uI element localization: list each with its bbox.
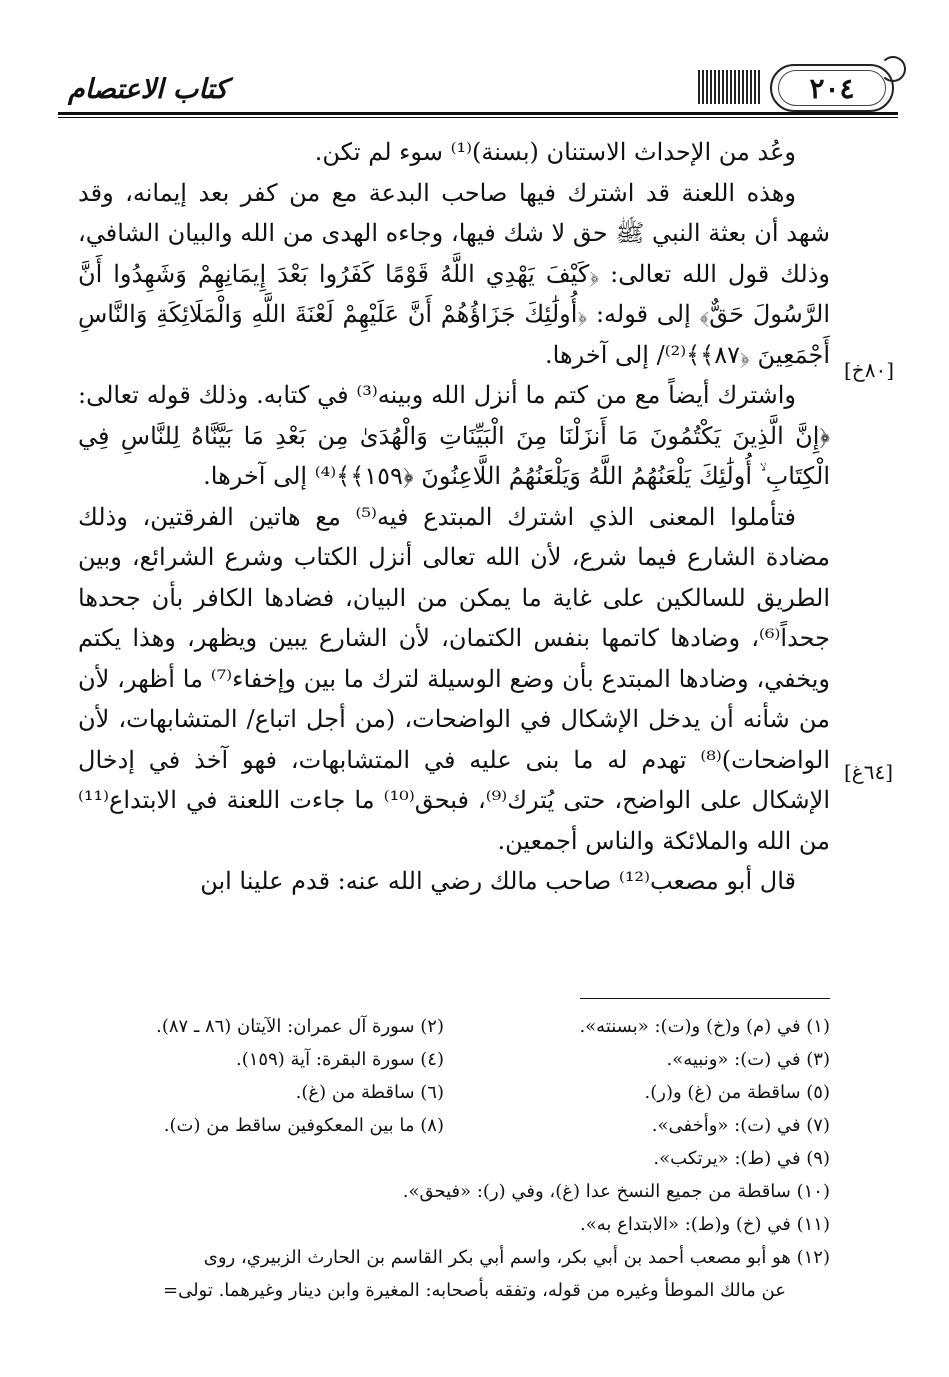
page-header: [58, 62, 898, 118]
footnote: (٧) في (ت): «وأخفى».: [651, 1115, 830, 1136]
margin-note-gh: [٦٤غ]: [844, 760, 894, 784]
footnote: (٥) ساقطة من (غ) و(ر).: [644, 1082, 830, 1103]
header-ornament-bars: [698, 70, 764, 104]
footnote: (٦) ساقطة من (غ).: [295, 1082, 444, 1103]
footnote: (٩) في (ط): «يرتكب».: [653, 1148, 830, 1169]
footnote-separator: [580, 998, 830, 999]
footnote: (١) في (م) و(خ) و(ت): «بسنته».: [579, 1016, 830, 1037]
paragraph: قال أبو مصعب⁽¹²⁾ صاحب مالك رضي الله عنه: قدم علينا ابن: [200, 867, 796, 895]
page-number: [770, 64, 894, 112]
paragraph: فتأملوا المعنى الذي اشترك المبتدع فيه⁽⁵⁾ مع هاتين الفرقتين، وذلك مضادة الشارع فيما شرع، لأن الله تعالى أنزل الكتاب وشرع الشرائع، وبين الطريق للسالكين على غاية ما يمكن من البيان، فضادها الكافر بأن جحدها جحداً⁽⁶⁾، وضادها كاتمها بنفس الكتمان، لأن الشارع يبين ويظهر، وهذا يكتم ويخفي، وضادها المبتدع بأن وضع الوسيلة لترك ما بين وإخفاء⁽⁷⁾ ما أظهر، لأن من شأنه أن يدخل الإشكال في الواضحات، (من أجل اتباع/ المتشابهات، لأن الواضحات)⁽⁸⁾ تهدم له ما بنى عليه في المتشابهات، فهو آخذ في إدخال الإشكال على الواضح، حتى يُترك⁽⁹⁾، فبحق⁽¹⁰⁾ ما جاءت اللعنة في الابتداع⁽¹¹⁾ من الله والملائكة والناس أجمعين.: [78, 502, 830, 855]
header-rule: [58, 112, 898, 115]
main-text: [78, 132, 830, 902]
book-title: كتاب الاعتصام: [68, 74, 228, 105]
footnotes: [78, 1010, 830, 1307]
margin-note-kh: [٨٠خ]: [844, 358, 895, 382]
footnote: (٢) سورة آل عمران: الآيتان (٨٦ ـ ٨٧).: [156, 1016, 444, 1037]
footnote: (١١) في (خ) و(ط): «الابتداع به».: [579, 1214, 830, 1235]
page-number-text: ٢٠٤: [809, 71, 855, 105]
footnote: (١٢) هو أبو مصعب أحمد بن أبي بكر، واسم أبي بكر القاسم بن الحارث الزبيري، روى: [203, 1247, 830, 1268]
footnote: (٤) سورة البقرة: آية (١٥٩).: [235, 1049, 444, 1070]
footnote: (٣) في (ت): «ونبيه».: [666, 1049, 830, 1070]
footnote: (٨) ما بين المعكوفين ساقط من (ت).: [163, 1115, 444, 1136]
paragraph: وعُد من الإحداث الاستنان (بسنة)⁽¹⁾ سوء لم تكن.: [314, 138, 796, 166]
header-rule-thin: [58, 117, 898, 118]
footnote: (١٠) ساقطة من جميع النسخ عدا (غ)، وفي (ر): «فيحق».: [402, 1181, 830, 1202]
footnote-grid: [78, 1010, 830, 1142]
paragraph: وهذه اللعنة قد اشترك فيها صاحب البدعة مع من كفر بعد إيمانه، وقد شهد أن بعثة النبي ﷺ حق لا شك فيها، وجاءه الهدى من الله والبيان الشافي، وذلك قول الله تعالى: ﴿كَيْفَ يَهْدِي اللَّهُ قَوْمًا كَفَرُوا بَعْدَ إِيمَانِهِمْ وَشَهِدُوا أَنَّ الرَّسُولَ حَقٌّ﴾ إلى قوله: ﴿أُولَٰئِكَ جَزَاؤُهُمْ أَنَّ عَلَيْهِمْ لَعْنَةَ اللَّهِ وَالْمَلَائِكَةِ وَالنَّاسِ أَجْمَعِينَ ﴿٨٧﴾﴾⁽²⁾/ إلى آخرها.: [78, 178, 830, 369]
paragraph: واشترك أيضاً مع من كتم ما أنزل الله وبينه⁽³⁾ في كتابه. وذلك قوله تعالى: ﴿إِنَّ الَّذِينَ يَكْتُمُونَ مَا أَنزَلْنَا مِنَ الْبَيِّنَاتِ وَالْهُدَىٰ مِن بَعْدِ مَا بَيَّنَّاهُ لِلنَّاسِ فِي الْكِتَابِ ۙ أُولَٰئِكَ يَلْعَنُهُمُ اللَّهُ وَيَلْعَنُهُمُ اللَّاعِنُونَ ﴿١٥٩﴾﴾⁽⁴⁾ إلى آخرها.: [78, 381, 830, 490]
flourish-icon: [880, 56, 906, 82]
footnote-continuation: عن مالك الموطأ وغيره من قوله، وتفقه بأصحابه: المغيرة وابن دينار وغيرهما. تولى=: [162, 1280, 786, 1301]
